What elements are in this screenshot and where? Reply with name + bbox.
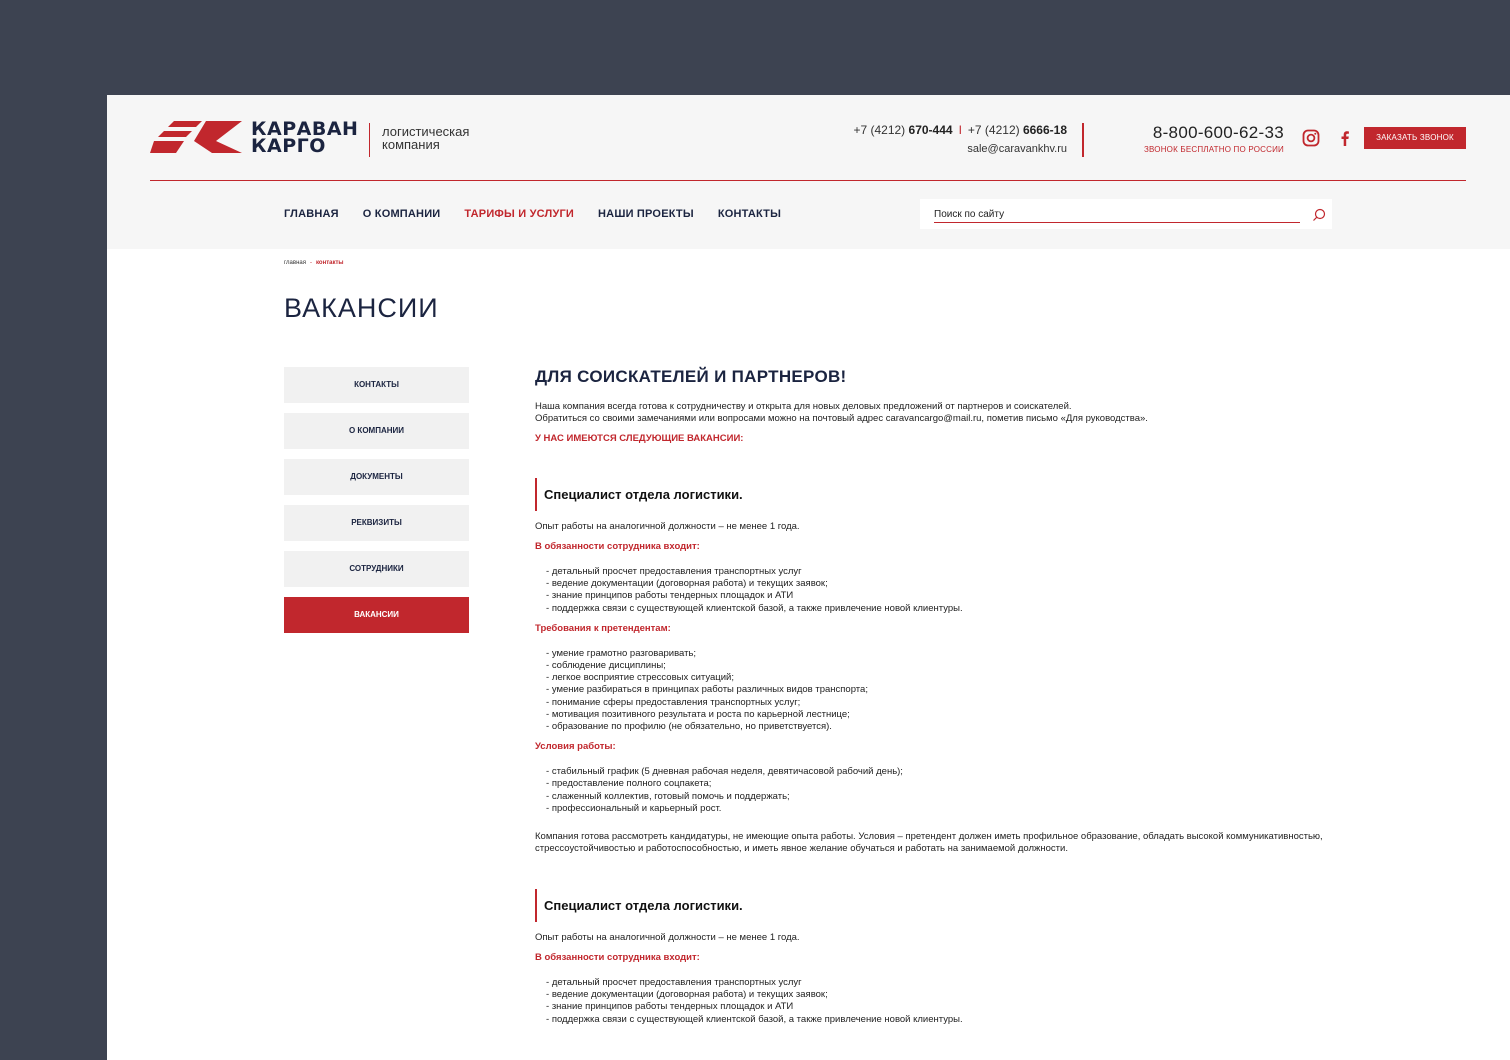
- duties-heading: В обязанности сотрудника входит:: [535, 541, 700, 552]
- tagline: [382, 125, 469, 151]
- search-box: [920, 199, 1332, 229]
- side-item-documents[interactable]: ДОКУМЕНТЫ: [284, 459, 469, 495]
- vacancies-heading: У НАС ИМЕЮТСЯ СЛЕДУЮЩИЕ ВАКАНСИИ:: [535, 433, 744, 444]
- phone-2-number: 6666-18: [1022, 123, 1067, 137]
- duties-heading: В обязанности сотрудника входит:: [535, 952, 700, 964]
- breadcrumb-current: контакты: [315, 260, 344, 266]
- conditions-list: [535, 766, 1335, 815]
- vacancy-note: Компания готова рассмотреть кандидатуры, не имеющие опыта работы. Условия – претендент должен иметь профильное образование, обладать высокой коммуникативностью, стрессоустойчивостью и работоспособностью, и иметь явное желание обучаться и работать на занимаемой должности.: [535, 831, 1323, 855]
- nav-item-contacts[interactable]: КОНТАКТЫ: [717, 208, 782, 220]
- vacancy-block: [535, 889, 1335, 1026]
- content-heading: ДЛЯ СОИСКАТЕЛЕЙ И ПАРТНЕРОВ!: [535, 367, 847, 386]
- intro-text: [535, 401, 1335, 425]
- list-item: - понимание сферы предоставления транспортных услуг;: [546, 697, 1335, 709]
- phone-1-number: 670-444: [908, 123, 953, 137]
- breadcrumb-home[interactable]: главная: [284, 260, 306, 266]
- hotline-note: ЗВОНОК БЕСПЛАТНО ПО РОССИИ: [1143, 145, 1284, 154]
- side-item-about[interactable]: О КОМПАНИИ: [284, 413, 469, 449]
- nav-item-about[interactable]: О КОМПАНИИ: [362, 208, 441, 220]
- phone-1-code: +7 (4212): [853, 123, 906, 137]
- logo[interactable]: [150, 118, 359, 157]
- nav-item-projects[interactable]: НАШИ ПРОЕКТЫ: [598, 208, 694, 220]
- logo-mark-icon: [150, 121, 242, 153]
- list-item: - поддержка связи с существующей клиентской базой, а также привлечение новой клиентуры.: [546, 603, 1335, 615]
- list-item: - умение грамотно разговаривать;: [546, 648, 1335, 660]
- list-item: - поддержка связи с существующей клиентской базой, а также привлечение новой клиентуры.: [546, 1014, 1335, 1026]
- side-item-contacts[interactable]: КОНТАКТЫ: [284, 367, 469, 403]
- vacancy-title: Специалист отдела логистики.: [535, 889, 1335, 922]
- side-menu: [284, 367, 469, 643]
- list-item: - соблюдение дисциплины;: [546, 660, 1335, 672]
- logo-line2: КАРГО: [251, 135, 326, 157]
- list-item: - детальный просчет предоставления транспортных услуг: [546, 977, 1335, 989]
- instagram-icon[interactable]: [1302, 129, 1320, 147]
- contact-divider: [1082, 123, 1084, 157]
- breadcrumb: [284, 260, 344, 266]
- main-content: [535, 367, 1335, 1026]
- duties-list: [535, 566, 1335, 615]
- nav-item-home[interactable]: ГЛАВНАЯ: [284, 208, 339, 220]
- list-item: - стабильный график (5 дневная рабочая неделя, девятичасовой рабочий день);: [546, 766, 1335, 778]
- vacancy-experience: Опыт работы на аналогичной должности – не менее 1 года.: [535, 521, 800, 532]
- logo-divider: [369, 123, 370, 157]
- logo-line1: КАРАВАН: [251, 118, 359, 140]
- requirements-list: [535, 648, 1335, 733]
- tagline-line2: компания: [382, 137, 440, 152]
- intro-line2: Обратиться со своими замечаниями или вопросами можно на почтовый адрес caravancargo@mail.ru, пометив письмо «Для руководства».: [535, 413, 1148, 424]
- search-input[interactable]: [934, 207, 1300, 223]
- list-item: - предоставление полного соцпакета;: [546, 778, 1335, 790]
- search-icon[interactable]: [1312, 208, 1326, 222]
- page-title: ВАКАНСИИ: [284, 293, 439, 323]
- intro-line1: Наша компания всегда готова к сотрудничеству и открыта для новых деловых предложений от партнеров и соискателей.: [535, 401, 1072, 412]
- phone-separator: I: [958, 123, 962, 137]
- hotline-number[interactable]: 8-800-600-62-33: [1152, 123, 1284, 142]
- list-item: - знание принципов работы тендерных площадок и АТИ: [546, 1001, 1335, 1013]
- list-item: - умение разбираться в принципах работы различных видов транспорта;: [546, 684, 1335, 696]
- phone-2-code: +7 (4212): [967, 123, 1020, 137]
- side-item-requisites[interactable]: РЕКВИЗИТЫ: [284, 505, 469, 541]
- list-item: - профессиональный и карьерный рост.: [546, 803, 1335, 815]
- list-item: - ведение документации (договорная работа) и текущих заявок;: [546, 989, 1335, 1001]
- side-item-vacancies[interactable]: ВАКАНСИИ: [284, 597, 469, 633]
- list-item: - ведение документации (договорная работа) и текущих заявок;: [546, 578, 1335, 590]
- side-item-employees[interactable]: СОТРУДНИКИ: [284, 551, 469, 587]
- facebook-icon[interactable]: [1336, 129, 1354, 147]
- phone-1[interactable]: [853, 123, 952, 137]
- list-item: - мотивация позитивного результата и роста по карьерной лестнице;: [546, 709, 1335, 721]
- callback-button[interactable]: ЗАКАЗАТЬ ЗВОНОК: [1364, 127, 1466, 149]
- conditions-heading: Условия работы:: [535, 741, 616, 753]
- vacancy-experience: Опыт работы на аналогичной должности – не менее 1 года.: [535, 932, 800, 944]
- hotline: [1122, 123, 1284, 154]
- duties-list: [535, 977, 1335, 1026]
- tagline-line1: логистическая: [382, 124, 470, 139]
- requirements-heading: Требования к претендентам:: [535, 622, 671, 634]
- phone-2[interactable]: [968, 123, 1067, 137]
- list-item: - знание принципов работы тендерных площадок и АТИ: [546, 590, 1335, 602]
- list-item: - слаженный коллектив, готовый помочь и поддержать;: [546, 791, 1335, 803]
- main-nav: [284, 208, 805, 220]
- list-item: - детальный просчет предоставления транспортных услуг: [546, 566, 1335, 578]
- vacancy-block: [535, 478, 1335, 855]
- breadcrumb-separator: -: [309, 260, 312, 266]
- logo-text: [251, 118, 359, 157]
- phone-numbers: [853, 123, 1067, 137]
- list-item: - образование по профилю (не обязательно, но приветствуется).: [546, 721, 1335, 733]
- email-link[interactable]: sale@caravankhv.ru: [967, 143, 1067, 155]
- page: [107, 95, 1510, 1060]
- vacancy-title: Специалист отдела логистики.: [535, 478, 1335, 511]
- list-item: - легкое восприятие стрессовых ситуаций;: [546, 672, 1335, 684]
- site-header: [107, 95, 1510, 249]
- nav-item-tariffs[interactable]: ТАРИФЫ И УСЛУГИ: [464, 208, 575, 220]
- header-divider: [150, 180, 1466, 181]
